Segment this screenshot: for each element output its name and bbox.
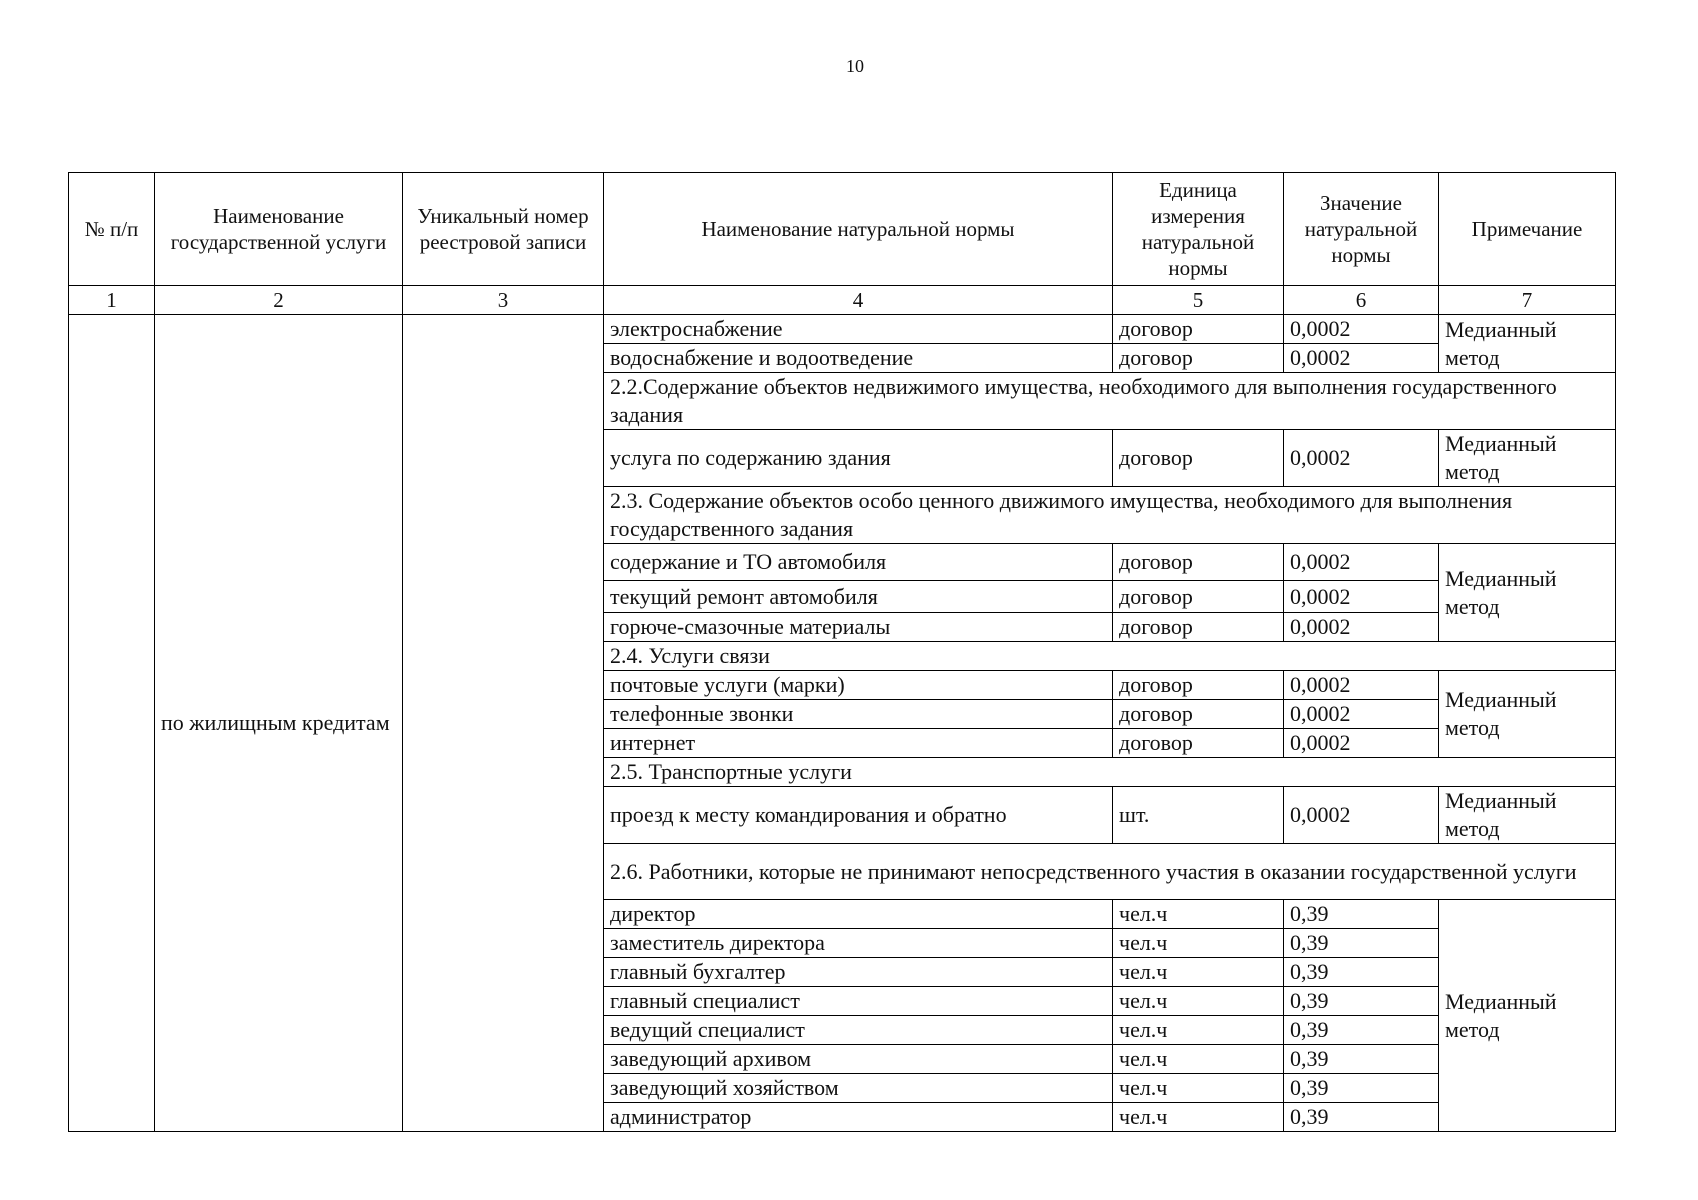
norm-value: 0,0002 [1284, 544, 1439, 581]
norm-name: главный специалист [604, 987, 1113, 1016]
header-registry-number: Уникальный номер реестровой записи [403, 173, 604, 286]
note-cell: Медианный метод [1439, 900, 1616, 1132]
norm-value: 0,39 [1284, 900, 1439, 929]
norm-unit: чел.ч [1113, 1074, 1284, 1103]
norm-name: заведующий архивом [604, 1045, 1113, 1074]
note-cell: Медианный метод [1439, 787, 1616, 844]
norm-unit: договор [1113, 729, 1284, 758]
norm-name: телефонные звонки [604, 700, 1113, 729]
norm-value: 0,39 [1284, 1074, 1439, 1103]
norm-name: проезд к месту командирования и обратно [604, 787, 1113, 844]
norm-value: 0,0002 [1284, 613, 1439, 642]
service-name-cell: по жилищным кредитам [155, 315, 403, 1132]
page-number: 10 [846, 56, 864, 76]
norm-value: 0,39 [1284, 958, 1439, 987]
column-number: 3 [403, 286, 604, 315]
norm-value: 0,39 [1284, 987, 1439, 1016]
natural-norms-table [68, 172, 1616, 1132]
norm-name: водоснабжение и водоотведение [604, 344, 1113, 373]
norm-value: 0,0002 [1284, 729, 1439, 758]
section-title-2-4: 2.4. Услуги связи [604, 642, 1616, 671]
column-number: 2 [155, 286, 403, 315]
section-title-2-3: 2.3. Содержание объектов особо ценного движимого имущества, необходимого для выполнения государственного задания [604, 487, 1616, 544]
norm-value: 0,39 [1284, 1103, 1439, 1132]
column-number: 5 [1113, 286, 1284, 315]
note-cell: Медианный метод [1439, 430, 1616, 487]
norm-name: горюче-смазочные материалы [604, 613, 1113, 642]
norm-unit: договор [1113, 700, 1284, 729]
norm-value: 0,0002 [1284, 671, 1439, 700]
column-number: 4 [604, 286, 1113, 315]
norm-unit: чел.ч [1113, 900, 1284, 929]
norm-unit: договор [1113, 315, 1284, 344]
norm-name: электроснабжение [604, 315, 1113, 344]
norm-unit: договор [1113, 671, 1284, 700]
norm-name: текущий ремонт автомобиля [604, 581, 1113, 613]
norm-value: 0,39 [1284, 1045, 1439, 1074]
norm-value: 0,0002 [1284, 315, 1439, 344]
header-unit: Единица измерения натуральной нормы [1113, 173, 1284, 286]
note-cell: Медианный метод [1439, 544, 1616, 642]
norm-unit: шт. [1113, 787, 1284, 844]
norm-value: 0,0002 [1284, 581, 1439, 613]
norm-value: 0,0002 [1284, 700, 1439, 729]
norm-name: заместитель директора [604, 929, 1113, 958]
column-number: 7 [1439, 286, 1616, 315]
norm-unit: договор [1113, 581, 1284, 613]
norm-name: интернет [604, 729, 1113, 758]
note-cell: Медианный метод [1439, 315, 1616, 373]
norm-name: ведущий специалист [604, 1016, 1113, 1045]
norm-unit: чел.ч [1113, 958, 1284, 987]
norm-value: 0,0002 [1284, 787, 1439, 844]
norm-name: заведующий хозяйством [604, 1074, 1113, 1103]
norm-unit: чел.ч [1113, 1045, 1284, 1074]
header-norm-name: Наименование натуральной нормы [604, 173, 1113, 286]
registry-number-cell [403, 315, 604, 1132]
table-row [69, 315, 1616, 344]
header-value: Значение натуральной нормы [1284, 173, 1439, 286]
norm-value: 0,39 [1284, 929, 1439, 958]
norm-value: 0,0002 [1284, 344, 1439, 373]
norm-name: директор [604, 900, 1113, 929]
norm-name: содержание и ТО автомобиля [604, 544, 1113, 581]
column-number: 6 [1284, 286, 1439, 315]
table-header-row [69, 173, 1616, 286]
section-title-2-6: 2.6. Работники, которые не принимают непосредственного участия в оказании государственной услуги [604, 844, 1616, 900]
norm-name: администратор [604, 1103, 1113, 1132]
norm-name: услуга по содержанию здания [604, 430, 1113, 487]
norm-unit: чел.ч [1113, 987, 1284, 1016]
norm-value: 0,0002 [1284, 430, 1439, 487]
header-note: Примечание [1439, 173, 1616, 286]
norm-unit: чел.ч [1113, 1103, 1284, 1132]
header-number: № п/п [69, 173, 155, 286]
norm-unit: договор [1113, 430, 1284, 487]
norm-name: главный бухгалтер [604, 958, 1113, 987]
norm-unit: чел.ч [1113, 929, 1284, 958]
row-number-cell [69, 315, 155, 1132]
header-service-name: Наименование государственной услуги [155, 173, 403, 286]
norm-unit: договор [1113, 613, 1284, 642]
column-number-row [69, 286, 1616, 315]
norm-value: 0,39 [1284, 1016, 1439, 1045]
note-cell: Медианный метод [1439, 671, 1616, 758]
section-title-2-5: 2.5. Транспортные услуги [604, 758, 1616, 787]
norm-unit: чел.ч [1113, 1016, 1284, 1045]
section-title-2-2: 2.2.Содержание объектов недвижимого имущества, необходимого для выполнения государственного задания [604, 373, 1616, 430]
norm-name: почтовые услуги (марки) [604, 671, 1113, 700]
norm-unit: договор [1113, 544, 1284, 581]
column-number: 1 [69, 286, 155, 315]
norm-unit: договор [1113, 344, 1284, 373]
